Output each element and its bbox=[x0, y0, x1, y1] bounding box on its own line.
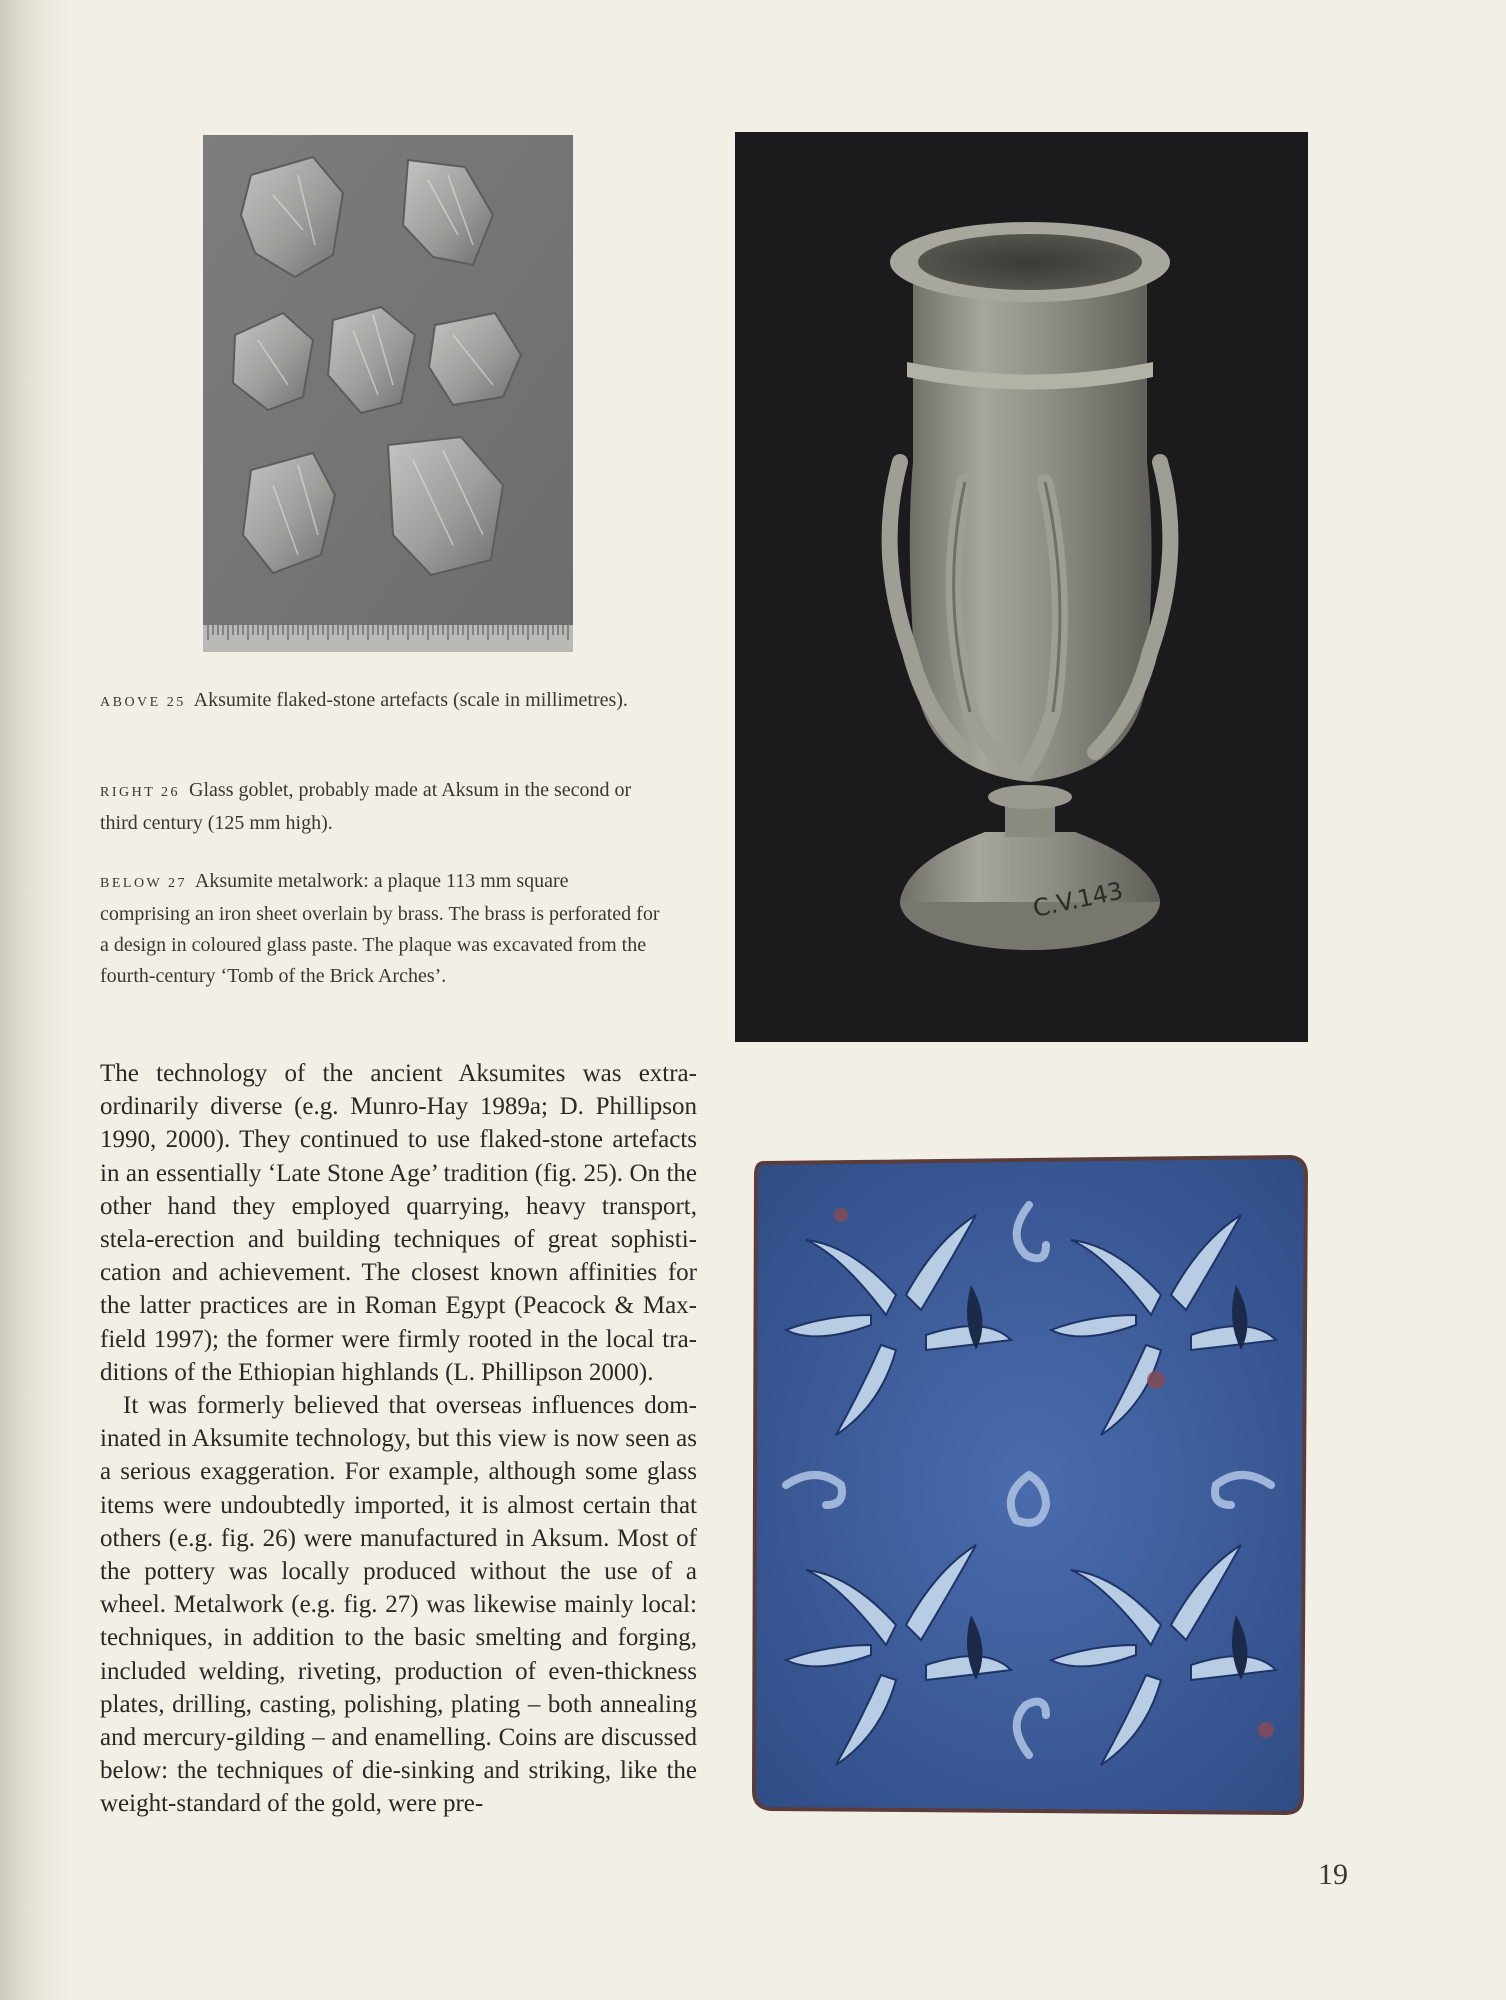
body-paragraph-1: The technology of the ancient Aksumites was extraordinarily diverse (e.g. Munro-Hay 1989a; D. Phillipson 1990, 2000). They continued to use flaked-stone artefacts in an essentially ‘Late Stone Age’ tradition (fig. 25). On the other hand they employed quarrying, heavy transport, stela-erection and building techniques of great sophistication and achievement. The closest known affinities for the latter practices are in Roman Egypt (Peacock & Maxfield 1997); the former were firmly rooted in the local traditions of the Ethiopian highlands (L. Phillipson 2000). bbox=[100, 1060, 697, 1386]
figure-25-caption-label: ABOVE 25 bbox=[100, 695, 186, 710]
figure-27-metal-plaque-photo bbox=[746, 1145, 1312, 1825]
metal-plaque-image bbox=[746, 1145, 1312, 1825]
figure-25-caption bbox=[100, 685, 660, 718]
book-spine-shadow bbox=[0, 0, 70, 2000]
figure-27-caption-label: BELOW 27 bbox=[100, 876, 188, 891]
figure-26-glass-goblet-photo bbox=[735, 132, 1308, 1042]
figure-26-caption-label: RIGHT 26 bbox=[100, 785, 181, 800]
body-paragraph-2: It was formerly believed that overseas influences dominated in Aksumite technology, but this view is now seen as a serious exaggeration. For example, although some glass items were undoubtedly imported, it is almost certain that others (e.g. fig. 26) were manufactured in Aksum. Most of the pottery was locally produced without the use of a wheel. Metalwork (e.g. fig. 27) was likewise mainly local: techniques, in addition to the basic smelting and forging, included welding, riveting, production of even-thickness plates, drilling, casting, polishing, plating – both annealing and mercury-gilding – and enamelling. Coins are discussed below: the techniques of die-sinking and striking, like the weight-standard of the gold, were pre- bbox=[100, 1392, 697, 1818]
figure-27-caption-text: Aksumite metalwork: a plaque 113 mm square comprising an iron sheet overlain by brass. The brass is perforated for a design in coloured glass paste. The plaque was excavated from the fourth-century ‘Tomb of the Brick Arches’. bbox=[100, 870, 660, 987]
main-body-text bbox=[100, 1057, 697, 1821]
goblet-inscription: C.V.143 bbox=[1030, 876, 1126, 923]
glass-goblet-image bbox=[735, 132, 1308, 1042]
figure-25-caption-text: Aksumite flaked-stone artefacts (scale in millimetres). bbox=[193, 689, 628, 711]
figure-26-caption bbox=[100, 775, 660, 839]
figure-27-caption bbox=[100, 866, 660, 992]
figure-25-stone-artefacts-photo bbox=[203, 135, 573, 652]
page-number: 19 bbox=[1318, 1858, 1348, 1891]
stone-artefacts-image bbox=[203, 135, 573, 652]
figure-26-caption-text: Glass goblet, probably made at Aksum in the second or third century (125 mm high). bbox=[100, 779, 632, 834]
